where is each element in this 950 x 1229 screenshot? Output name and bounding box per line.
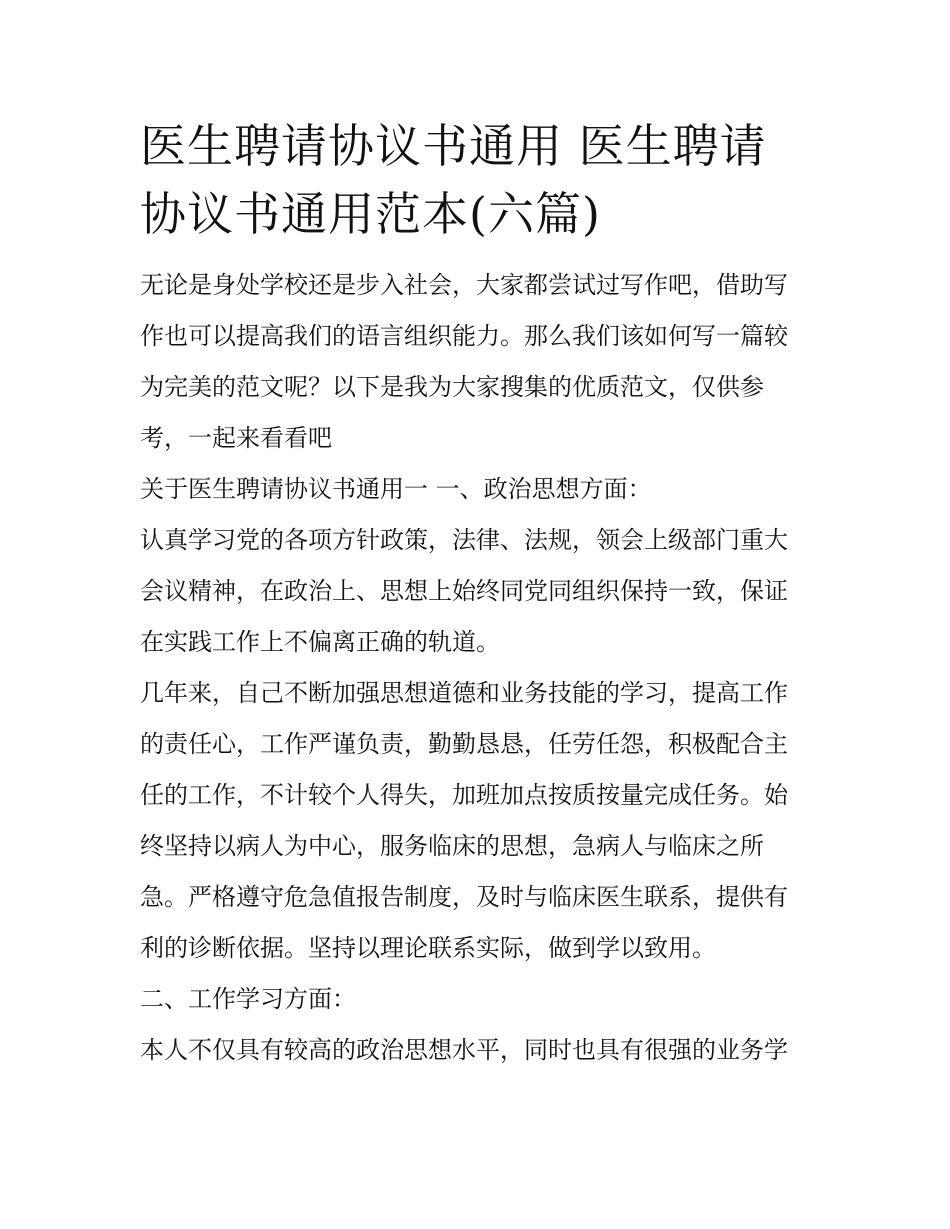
text-line: 二、工作学习方面： xyxy=(140,985,356,1013)
text-line: 在实践工作上不偏离正确的轨道。 xyxy=(140,628,500,656)
text-line: 认真学习党的各项方针政策，法律、法规，领会上级部门重大 xyxy=(140,526,788,554)
text-line: 关于医生聘请协议书通用一 一、政治思想方面： xyxy=(140,475,652,503)
document-content xyxy=(140,112,812,1076)
text-line: 会议精神，在政治上、思想上始终同党同组织保持一致，保证 xyxy=(140,577,788,605)
document-body xyxy=(140,260,812,1076)
title-line: 协议书通用范本(六篇) xyxy=(140,187,601,241)
text-line: 终坚持以病人为中心，服务临床的思想，急病人与临床之所 xyxy=(140,832,764,860)
study-paragraph xyxy=(140,1025,812,1076)
text-line: 作也可以提高我们的语言组织能力。那么我们该如何写一篇较 xyxy=(140,322,788,350)
text-line: 无论是身处学校还是步入社会，大家都尝试过写作吧，借助写 xyxy=(140,271,788,299)
text-line: 急。严格遵守危急值报告制度，及时与临床医生联系，提供有 xyxy=(140,883,788,911)
text-line: 几年来，自己不断加强思想道德和业务技能的学习，提高工作 xyxy=(140,679,788,707)
politics-paragraph xyxy=(140,515,812,668)
text-line: 的责任心，工作严谨负责，勤勤恳恳，任劳任怨，积极配合主 xyxy=(140,730,788,758)
section-heading-politics xyxy=(140,464,812,515)
document-title xyxy=(140,112,812,248)
work-attitude-paragraph xyxy=(140,668,812,974)
text-line: 利的诊断依据。坚持以理论联系实际，做到学以致用。 xyxy=(140,934,716,962)
text-line: 为完美的范文呢？以下是我为大家搜集的优质范文，仅供参 xyxy=(140,373,764,401)
text-line: 本人不仅具有较高的政治思想水平，同时也具有很强的业务学 xyxy=(140,1036,788,1064)
intro-paragraph xyxy=(140,260,812,464)
text-line: 任的工作，不计较个人得失，加班加点按质按量完成任务。始 xyxy=(140,781,788,809)
text-line: 考，一起来看看吧 xyxy=(140,424,332,452)
title-line: 医生聘请协议书通用 医生聘请 xyxy=(140,119,767,173)
section-heading-study xyxy=(140,974,812,1025)
